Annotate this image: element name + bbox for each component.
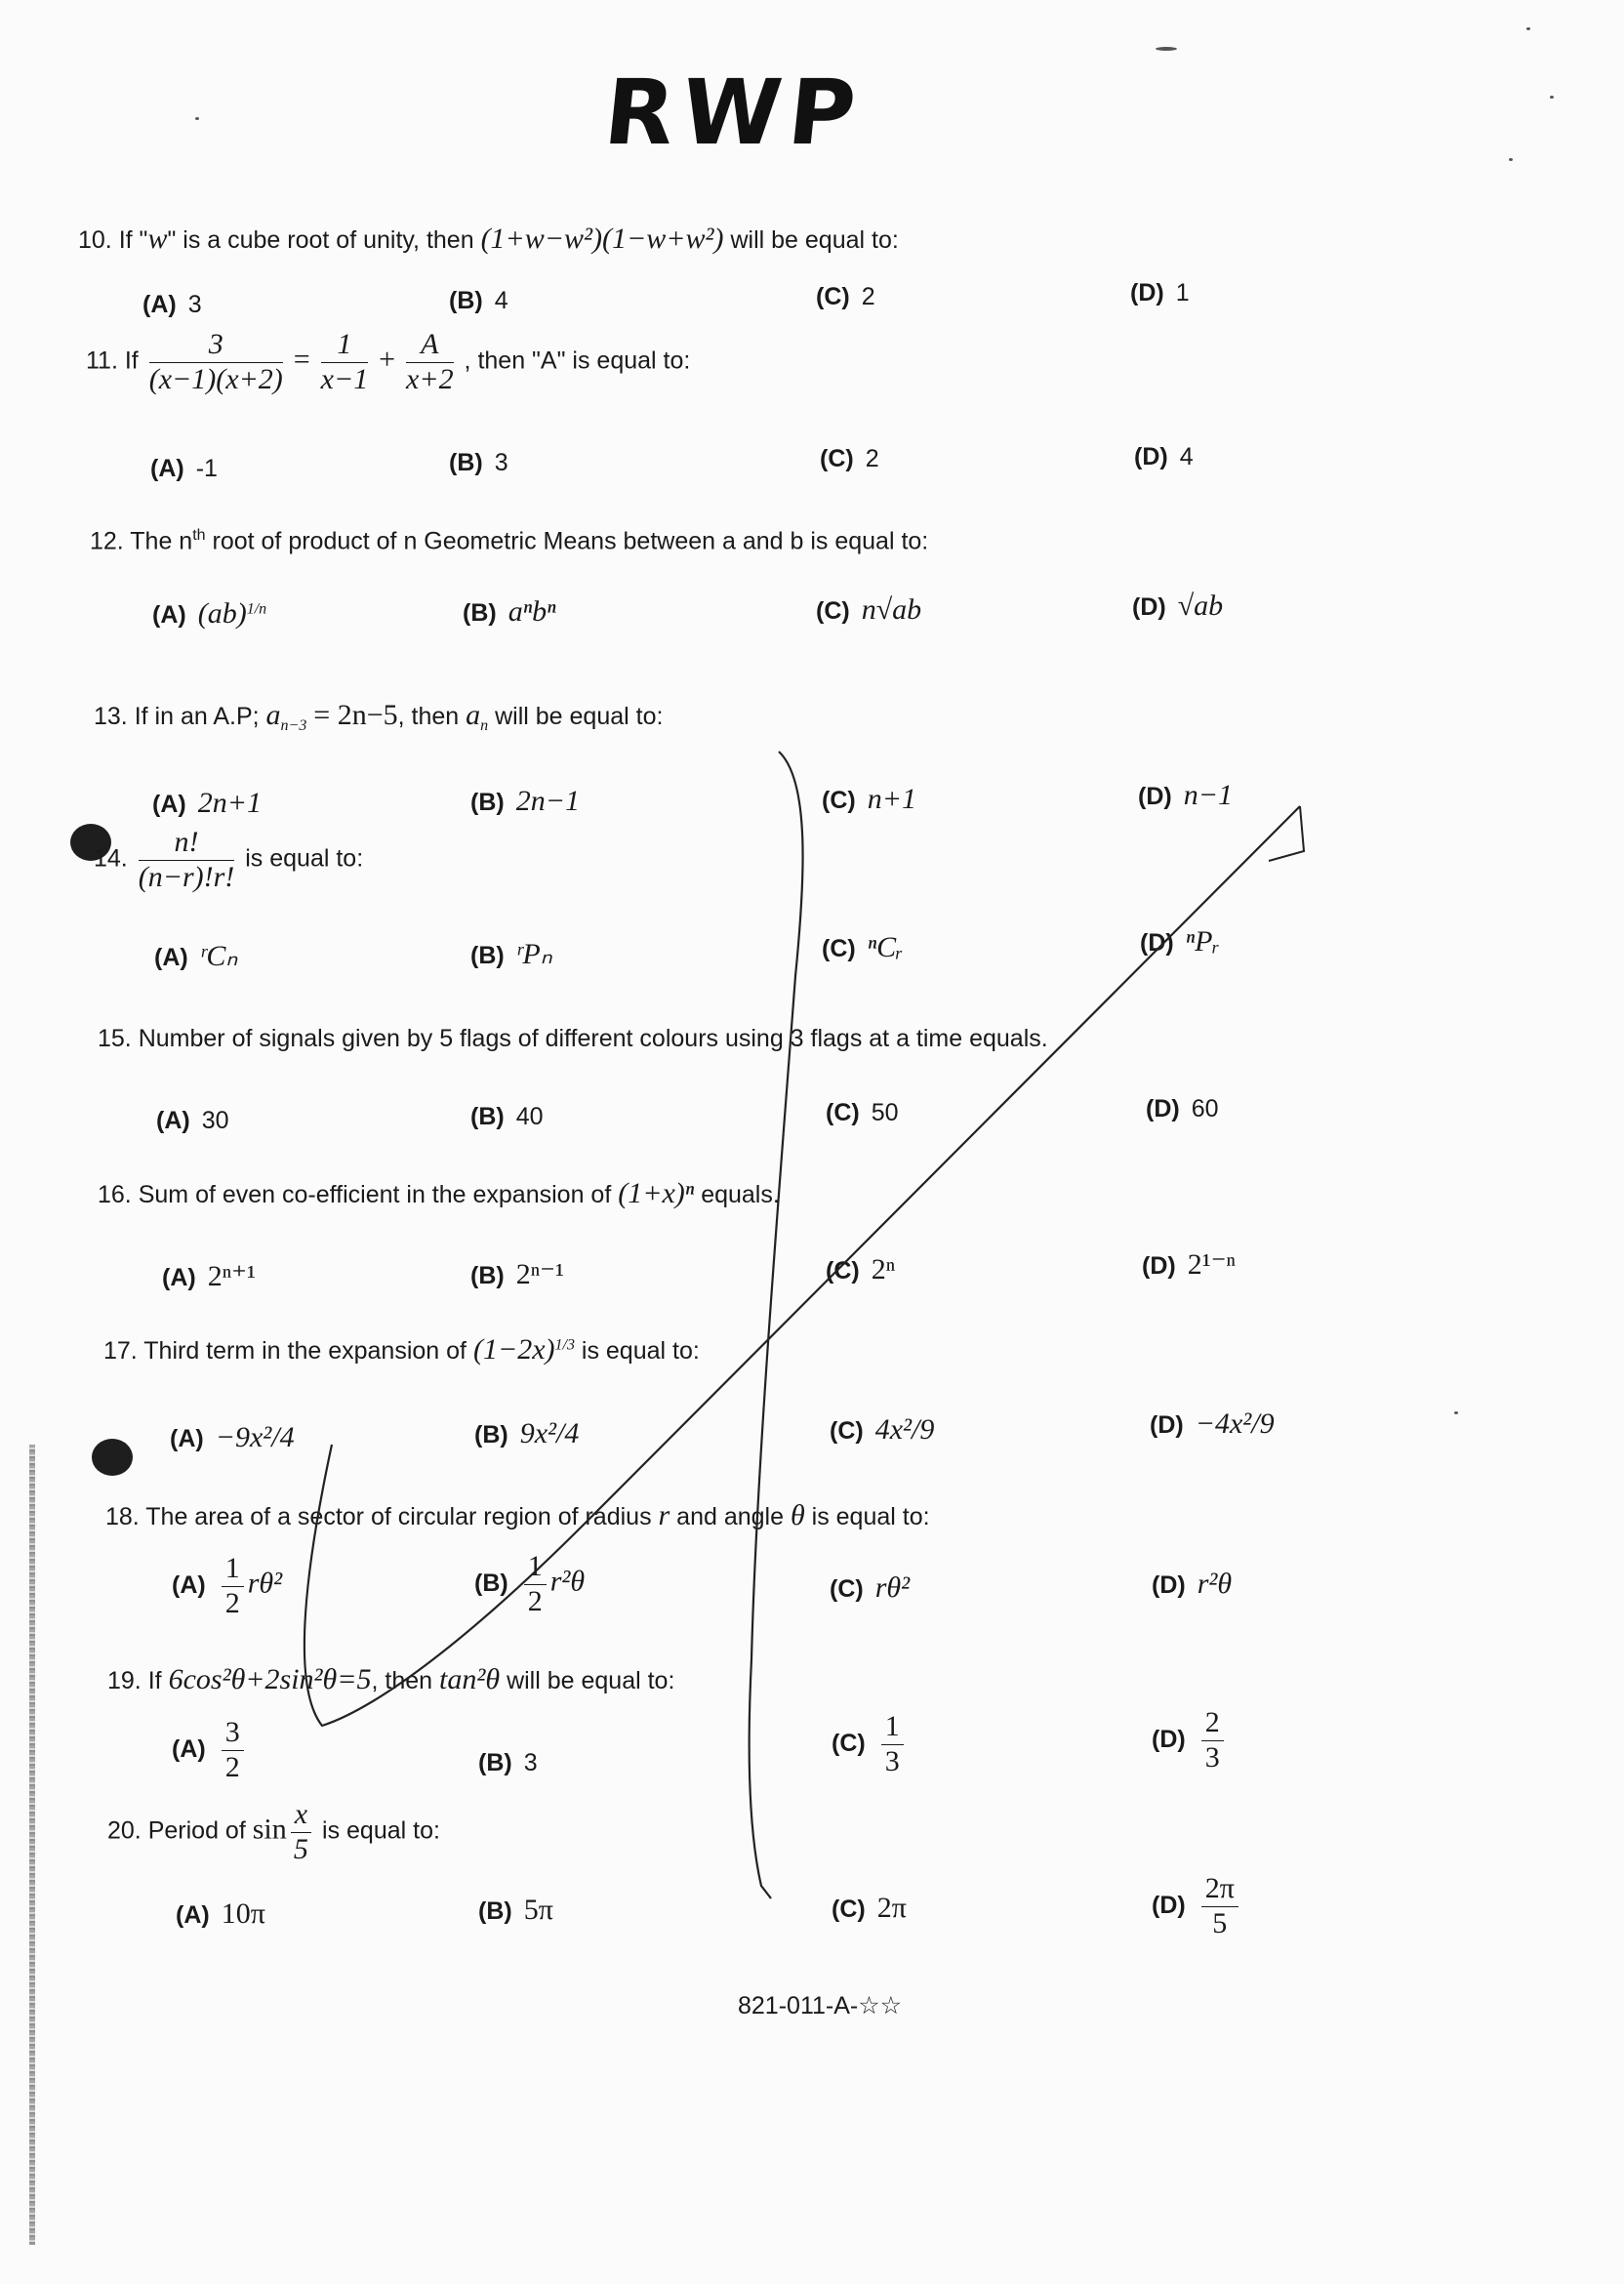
option-13-c[interactable]: (C) n+1 bbox=[822, 783, 916, 815]
option-10-b[interactable]: (B) 4 bbox=[449, 287, 508, 314]
option-10-c[interactable]: (C) 2 bbox=[816, 283, 875, 310]
question-10: 10. If "w" is a cube root of unity, then (1+w−w²)(1−w+w²) will be equal to: bbox=[78, 223, 899, 255]
question-13: 13. If in an A.P; $a_{n-3} = 2n-5$, then $a_n$ will be equal to: bbox=[94, 699, 664, 734]
option-19-d[interactable]: (D) $\frac{2}{3}$ bbox=[1152, 1706, 1228, 1774]
option-16-c[interactable]: (C) 2ⁿ bbox=[826, 1253, 896, 1285]
handwritten-header: RWP bbox=[599, 61, 869, 165]
question-16: 16. Sum of even co-efficient in the expansion of (1+x)ⁿ equals. bbox=[98, 1177, 780, 1209]
option-12-a[interactable]: (A) (ab)$^{1/n}$ bbox=[152, 597, 267, 630]
option-11-c[interactable]: (C) 2 bbox=[820, 445, 879, 472]
option-17-b[interactable]: (B) 9x²/4 bbox=[474, 1417, 580, 1449]
option-14-b[interactable]: (B) ʳPₙ bbox=[470, 938, 552, 970]
option-17-a[interactable]: (A) −9x²/4 bbox=[170, 1421, 295, 1453]
option-18-c[interactable]: (C) rθ² bbox=[830, 1571, 911, 1604]
option-15-d[interactable]: (D) 60 bbox=[1146, 1095, 1219, 1122]
question-20: 20. Period of sin $\frac{x}{5}$ is equal to: bbox=[107, 1798, 440, 1865]
option-19-a[interactable]: (A) $\frac{3}{2}$ bbox=[172, 1716, 248, 1784]
option-14-c[interactable]: (C) ⁿCᵣ bbox=[822, 931, 904, 963]
option-12-d[interactable]: (D) √ab bbox=[1132, 590, 1224, 622]
option-15-c[interactable]: (C) 50 bbox=[826, 1099, 899, 1126]
option-16-d[interactable]: (D) 2¹⁻ⁿ bbox=[1142, 1248, 1236, 1281]
option-14-a[interactable]: (A) ʳCₙ bbox=[154, 940, 238, 972]
option-18-a[interactable]: (A) $\frac{1}{2}$ rθ² bbox=[172, 1552, 283, 1619]
option-19-c[interactable]: (C) $\frac{1}{3}$ bbox=[832, 1710, 908, 1778]
option-10-a[interactable]: (A) 3 bbox=[142, 291, 202, 318]
option-16-a[interactable]: (A) 2ⁿ⁺¹ bbox=[162, 1260, 256, 1292]
option-20-b[interactable]: (B) 5π bbox=[478, 1894, 553, 1926]
question-14: 14. $\frac{n!}{(n-r)!r!}$ is equal to: bbox=[94, 826, 364, 893]
question-12: 12. The $n^{th}$ root of product of n Geometric Means between a and b is equal to: bbox=[90, 527, 929, 555]
question-11: 11. If $\frac{3}{(x-1)(x+2)}$ = $\frac{1}{x-1}$ + $\frac{A}{x+2}$ , then "A" is equal to: bbox=[86, 328, 691, 395]
question-15: 15. Number of signals given by 5 flags of different colours using 3 flags at a time equals. bbox=[98, 1025, 1048, 1052]
option-11-d[interactable]: (D) 4 bbox=[1134, 443, 1194, 470]
option-15-b[interactable]: (B) 40 bbox=[470, 1103, 544, 1130]
option-14-d[interactable]: (D) ⁿPᵣ bbox=[1140, 925, 1220, 958]
option-12-c[interactable]: (C) n√ab bbox=[816, 593, 922, 626]
option-20-c[interactable]: (C) 2π bbox=[832, 1892, 907, 1924]
question-18: 18. The area of a sector of circular region of radius r and angle θ is equal to: bbox=[105, 1499, 930, 1531]
option-16-b[interactable]: (B) 2ⁿ⁻¹ bbox=[470, 1258, 564, 1290]
option-13-b[interactable]: (B) 2n−1 bbox=[470, 785, 580, 817]
option-19-b[interactable]: (B) 3 bbox=[478, 1749, 538, 1776]
option-10-d[interactable]: (D) 1 bbox=[1130, 279, 1190, 306]
option-18-b[interactable]: (B) $\frac{1}{2}$ r²θ bbox=[474, 1550, 586, 1617]
option-12-b[interactable]: (B) aⁿbⁿ bbox=[463, 595, 556, 628]
option-20-d[interactable]: (D) $\frac{2\pi}{5}$ bbox=[1152, 1872, 1242, 1940]
option-17-c[interactable]: (C) 4x²/9 bbox=[830, 1413, 935, 1446]
option-15-a[interactable]: (A) 30 bbox=[156, 1107, 229, 1134]
option-11-b[interactable]: (B) 3 bbox=[449, 449, 508, 476]
option-17-d[interactable]: (D) −4x²/9 bbox=[1150, 1407, 1275, 1440]
question-10-expression: (1+w−w²)(1−w+w²) bbox=[480, 223, 724, 255]
paper-code: 821-011-A-☆☆ bbox=[738, 1992, 903, 2019]
option-18-d[interactable]: (D) r²θ bbox=[1152, 1568, 1233, 1600]
option-11-a[interactable]: (A) -1 bbox=[150, 455, 218, 482]
option-13-a[interactable]: (A) 2n+1 bbox=[152, 787, 262, 819]
question-19: 19. If 6cos²θ+2sin²θ=5, then tan²θ will be equal to: bbox=[107, 1663, 675, 1695]
option-20-a[interactable]: (A) 10π bbox=[176, 1897, 265, 1930]
option-13-d[interactable]: (D) n−1 bbox=[1138, 779, 1233, 811]
question-17: 17. Third term in the expansion of $(1-2x)^{1/3}$ is equal to: bbox=[103, 1333, 700, 1366]
